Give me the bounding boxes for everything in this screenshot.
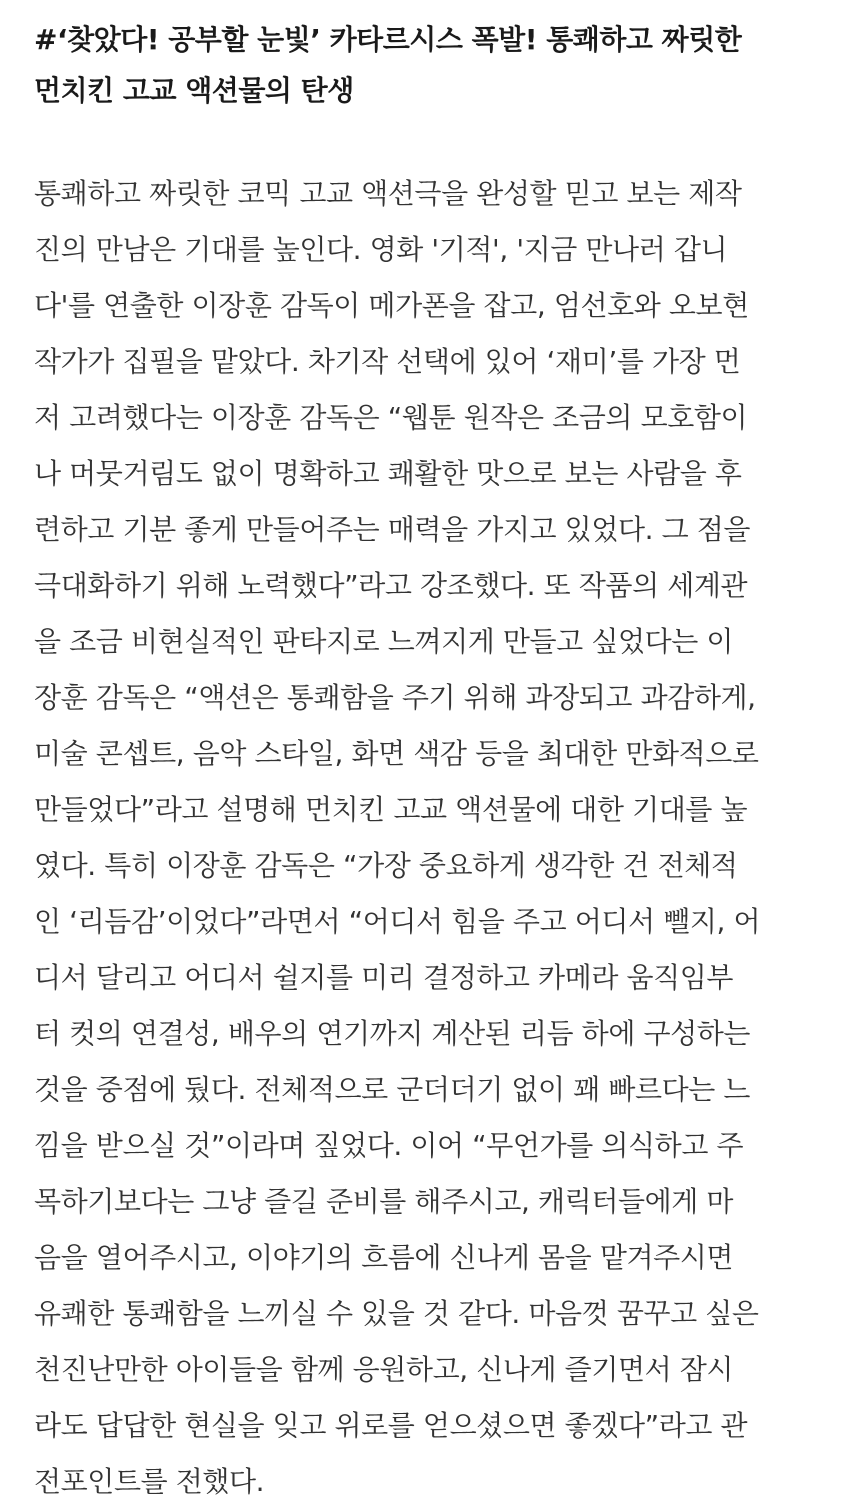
heading-line: #‘찾았다! 공부할 눈빛’ 카타르시스 폭발! 통쾌하고 짜릿한: [34, 23, 742, 56]
body-line: 천진난만한 아이들을 함께 응원하고, 신나게 즐기면서 잠시: [34, 1353, 734, 1386]
body-line: 작가가 집필을 맡았다. 차기작 선택에 있어 ‘재미’를 가장 먼: [34, 345, 741, 378]
body-line: 전포인트를 전했다.: [34, 1465, 265, 1498]
body-line: 저 고려했다는 이장훈 감독은 “웹툰 원작은 조금의 모호함이: [34, 401, 748, 434]
body-line: 목하기보다는 그냥 즐길 준비를 해주시고, 캐릭터들에게 마: [34, 1185, 734, 1218]
body-line: 터 컷의 연결성, 배우의 연기까지 계산된 리듬 하에 구성하는: [34, 1017, 751, 1050]
body-line: 것을 중점에 뒀다. 전체적으로 군더더기 없이 꽤 빠르다는 느: [34, 1073, 751, 1106]
body-line: 련하고 기분 좋게 만들어주는 매력을 가지고 있었다. 그 점을: [34, 513, 751, 546]
body-line: 만들었다”라고 설명해 먼치킨 고교 액션물에 대한 기대를 높: [34, 793, 748, 826]
body-line: 였다. 특히 이장훈 감독은 “가장 중요하게 생각한 건 전체적: [34, 849, 738, 882]
body-line: 극대화하기 위해 노력했다”라고 강조했다. 또 작품의 세계관: [34, 569, 748, 602]
body-line: 나 머뭇거림도 없이 명확하고 쾌활한 맛으로 보는 사람을 후: [34, 457, 742, 490]
body-line: 디서 달리고 어디서 쉴지를 미리 결정하고 카메라 움직임부: [34, 961, 734, 994]
body-line: 낌을 받으실 것”이라며 짚었다. 이어 “무언가를 의식하고 주: [34, 1129, 744, 1162]
article: [34, 0, 824, 1498]
heading-line: 먼치킨 고교 액션물의 탄생: [34, 74, 354, 107]
body-line: 라도 답답한 현실을 잊고 위로를 얻으셨으면 좋겠다”라고 관: [34, 1409, 748, 1442]
body-line: 을 조금 비현실적인 판타지로 느껴지게 만들고 싶었다는 이: [34, 625, 734, 658]
body-line: 통쾌하고 짜릿한 코믹 고교 액션극을 완성할 믿고 보는 제작: [34, 177, 742, 210]
body-line: 음을 열어주시고, 이야기의 흐름에 신나게 몸을 맡겨주시면: [34, 1241, 734, 1274]
body-line: 진의 만남은 기대를 높인다. 영화 '기적', '지금 만나러 갑니: [34, 233, 728, 266]
body-line: 유쾌한 통쾌함을 느끼실 수 있을 것 같다. 마음껏 꿈꾸고 싶은: [34, 1297, 759, 1330]
body-line: 장훈 감독은 “액션은 통쾌함을 주기 위해 과장되고 과감하게,: [34, 681, 756, 714]
body-line: 미술 콘셉트, 음악 스타일, 화면 색감 등을 최대한 만화적으로: [34, 737, 759, 770]
section-heading: [34, 0, 824, 116]
body-line: 인 ‘리듬감’이었다”라면서 “어디서 힘을 주고 어디서 뺄지, 어: [34, 905, 761, 938]
body-line: 다'를 연출한 이장훈 감독이 메가폰을 잡고, 엄선호와 오보현: [34, 289, 749, 322]
body-paragraph: [34, 166, 824, 1510]
